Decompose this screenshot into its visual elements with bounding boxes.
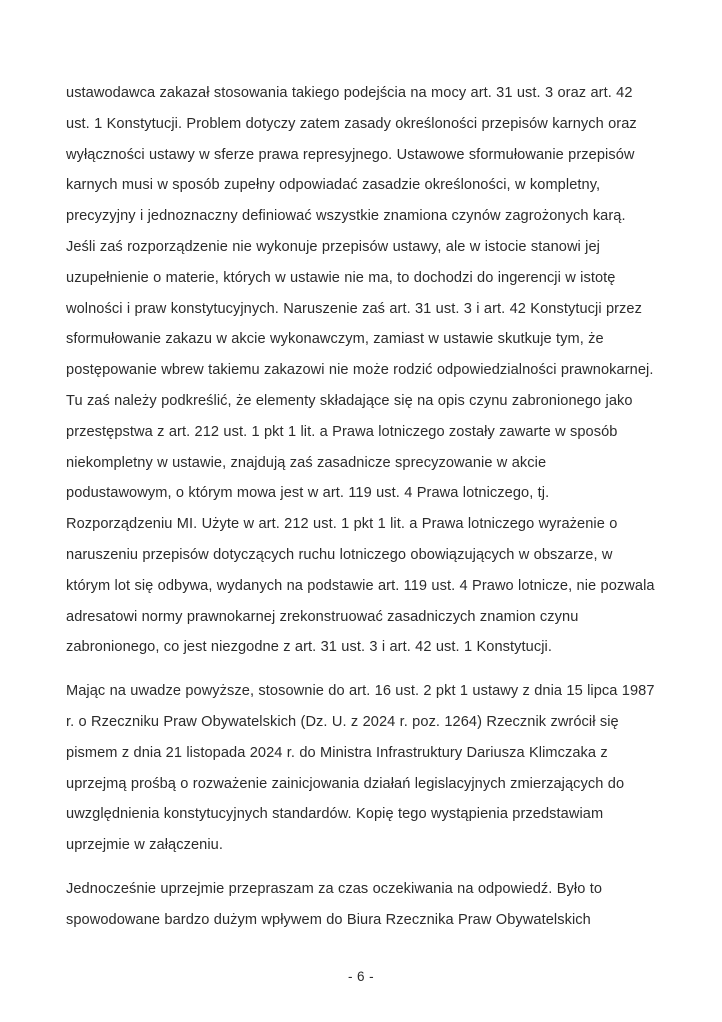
body-paragraph-3: Jednocześnie uprzejmie przepraszam za czas oczekiwania na odpowiedź. Było to spowodowane bardzo dużym wpływem do Biura Rzecznika Praw Obywatelskich (66, 880, 603, 928)
page-number: - 6 - (347, 969, 375, 984)
body-paragraph-2: Mając na uwadze powyższe, stosownie do art. 16 ust. 2 pkt 1 ustawy z dnia 15 lipca 1987 r. o Rzeczniku Praw Obywatelskich (Dz. U. z 2024 r. poz. 1264) Rzecznik zwrócił się pismem z dnia 21 listopada 2024 r. do Ministra Infrastruktury Dariusza Klimczaka z uprzejmą prośbą o rozważenie zainicjowania działań legislacyjnych zmierzających do uwzględnienia konstytucyjnych standardów. Kopię tego wystąpienia przedstawiam uprzejmie w załączeniu. (66, 683, 655, 854)
body-paragraph-1: ustawodawca zakazał stosowania takiego podejścia na mocy art. 31 ust. 3 oraz art. 42 ust. 1 Konstytucji. Problem dotyczy zatem zasady określoności przepisów karnych oraz wyłączności ustawy w sferze prawa represyjnego. Ustawowe sformułowanie przepisów karnych musi w sposób zupełny odpowiadać zasadzie określoności, w kompletny, precyzyjny i jednoznaczny definiować wszystkie znamiona czynów zagrożonych karą. Jeśli zaś rozporządzenie nie wykonuje przepisów ustawy, ale w istocie stanowi jej uzupełnienie o materie, których w ustawie nie ma, to dochodzi do ingerencji w istotę wolności i praw konstytucyjnych. Naruszenie zaś art. 31 ust. 3 i art. 42 Konstytucji przez sformułowanie zakazu w akcie wykonawczym, zamiast w ustawie skutkuje tym, że postępowanie wbrew takiemu zakazowi nie może rodzić odpowiedzialności prawnokarnej. Tu zaś należy podkreślić, że elementy składające się na opis czynu zabronionego jako przestępstwa z art. 212 ust. 1 pkt 1 lit. a Prawa lotniczego zostały zawarte w sposób niekompletny w ustawie, znajdują zaś zasadnicze sprecyzowanie w akcie podustawowym, o którym mowa jest w art. 119 ust. 4 Prawa lotniczego, tj. Rozporządzeniu MI. Użyte w art. 212 ust. 1 pkt 1 lit. a Prawa lotniczego wyrażenie o naruszeniu przepisów dotyczących ruchu lotniczego obowiązujących w obszarze, w którym lot się odbywa, wydanych na podstawie art. 119 ust. 4 Prawo lotnicze, nie pozwala adresatowi normy prawnokarnej zrekonstruować zasadniczych znamion czynu zabronionego, co jest niezgodne z art. 31 ust. 3 i art. 42 ust. 1 Konstytucji. (66, 85, 655, 656)
document-body (66, 78, 656, 936)
page-footer (0, 968, 722, 986)
